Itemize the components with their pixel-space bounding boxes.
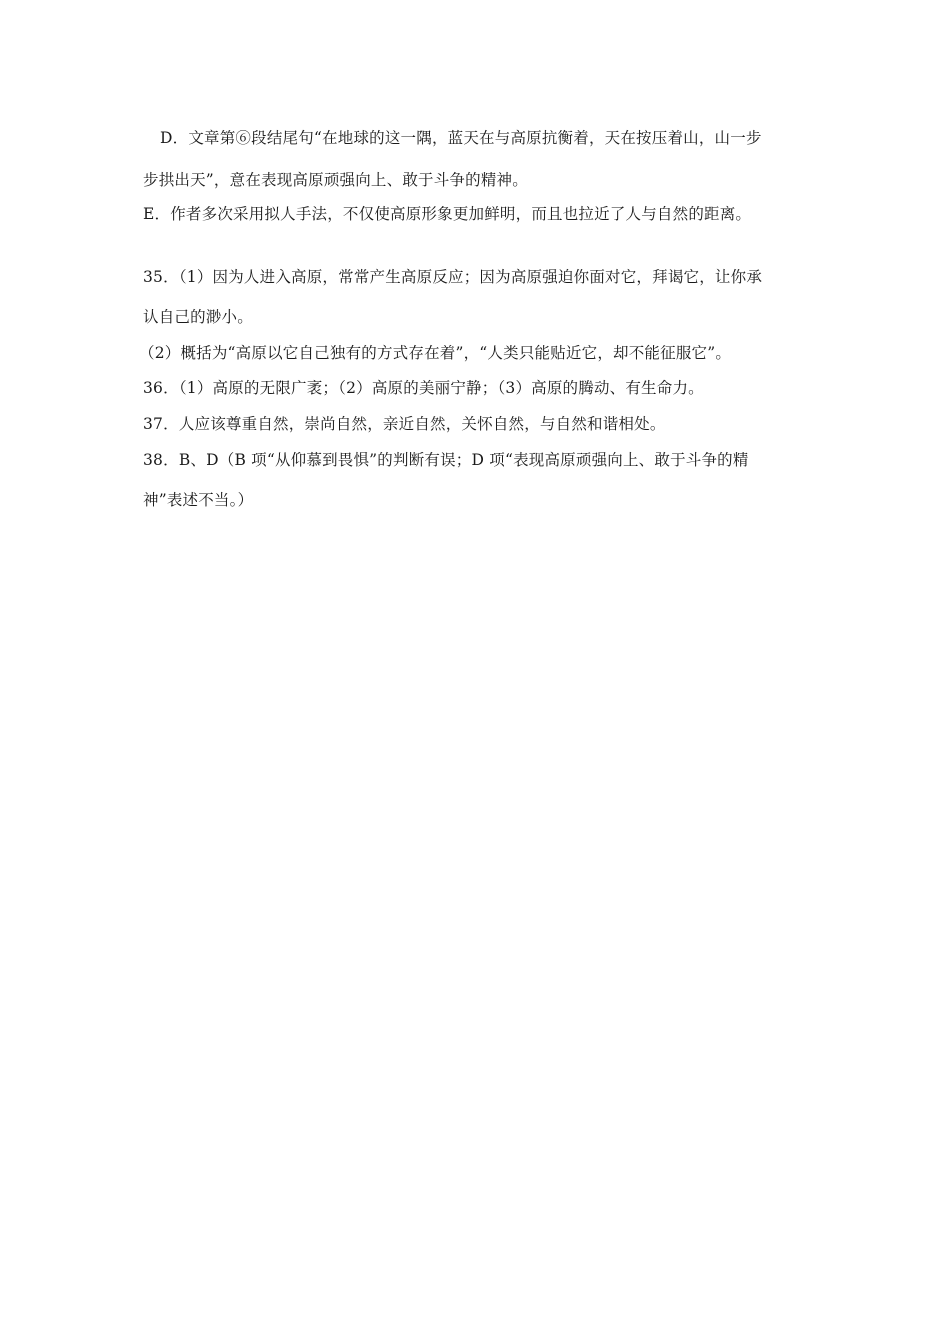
answer-35-line-3: （2）概括为“高原以它自己独有的方式存在着”，“人类只能贴近它，却不能征服它”。 [139,344,732,362]
answer-35-line-2: 认自己的渺小。 [143,308,253,326]
answer-37-line-1: 37．人应该尊重自然，崇尚自然，亲近自然，关怀自然，与自然和谐相处。 [143,415,666,433]
option-d-line-1: D．文章第⑥段结尾句“在地球的这一隅，蓝天在与高原抗衡着，天在按压着山，山一步 [160,129,762,147]
option-d-line-2: 步拱出天”，意在表现高原顽强向上、敢于斗争的精神。 [143,171,528,189]
answer-38-line-2: 神”表述不当。） [143,491,254,509]
answer-38-line-1: 38．B、D（B 项“从仰慕到畏惧”的判断有误；D 项“表现高原顽强向上、敢于斗争的精 [143,451,749,469]
answer-35-line-1: 35．（1）因为人进入高原，常常产生高原反应；因为高原强迫你面对它，拜谒它，让你承 [143,268,763,286]
answer-36-line-1: 36．（1）高原的无限广袤；（2）高原的美丽宁静；（3）高原的腾动、有生命力。 [143,379,704,397]
option-e-line-1: E．作者多次采用拟人手法，不仅使高原形象更加鲜明，而且也拉近了人与自然的距离。 [143,205,752,223]
